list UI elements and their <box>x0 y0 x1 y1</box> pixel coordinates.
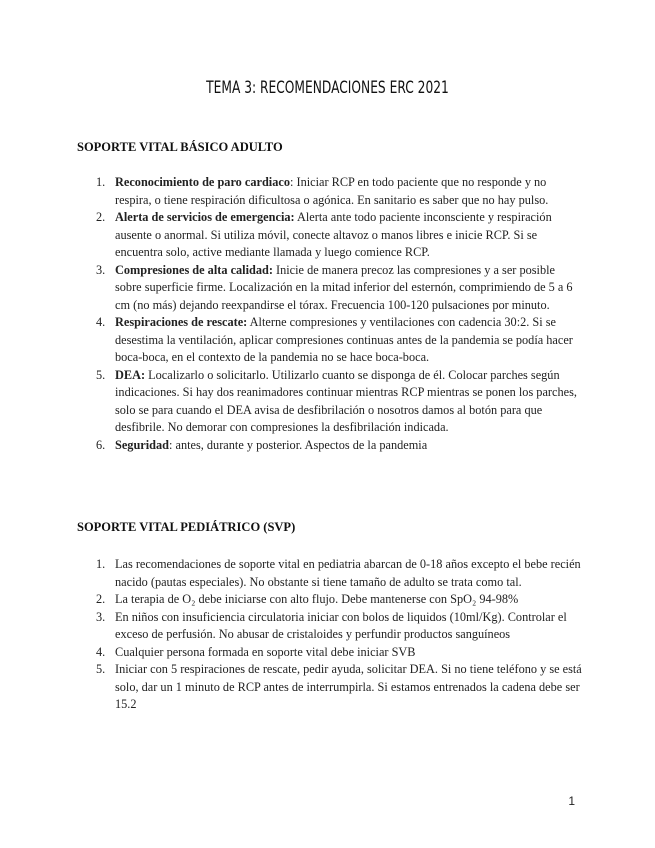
list-item-lead: Compresiones de alta calidad: <box>115 262 273 277</box>
list-item-text: Las recomendaciones de soporte vital en pediatria abarcan de 0-18 años excepto el bebe recién nacido (pautas especiales). No obstante si tiene tamaño de adulto se trata como tal. <box>115 557 581 589</box>
list-item <box>77 209 582 262</box>
list-item <box>77 591 582 609</box>
list-item <box>77 367 582 437</box>
list-item <box>77 661 582 714</box>
list-item-text: La terapia de O₂ debe iniciarse con alto flujo. Debe mantenerse con SpO₂ 94-98% <box>115 592 519 606</box>
list-item <box>77 556 582 591</box>
list-item-lead: Seguridad <box>115 437 169 452</box>
list-item <box>77 609 582 644</box>
list-item-number: 4. <box>96 315 106 329</box>
list-item-lead: Reconocimiento de paro cardiaco <box>115 175 290 189</box>
list-item <box>77 644 582 662</box>
list-item-number: 3. <box>96 262 106 277</box>
list-item-text: Cualquier persona formada en soporte vital debe iniciar SVB <box>115 644 416 659</box>
list-item-text: Alterne compresiones y ventilaciones con cadencia 30:2. Si se desestima la ventilación, aplicar compresiones continuas antes de la pandemia se podía hacer boca-boca, en el contexto de la pandemia no se hace boca-boca. <box>115 315 573 364</box>
list-item-number: 1. <box>96 557 106 571</box>
list-item-text: : Iniciar RCP en todo paciente que no responde y no respira, o tiene respiración dificultosa o agónica. En sanitario es saber que no hay pulso. <box>115 175 549 207</box>
list-item-number: 2. <box>96 210 106 224</box>
list-item-text: Localizarlo o solicitarlo. Utilizarlo cuanto se disponga de él. Colocar parches según indicaciones. Si hay dos reanimadores continuar mientras RCP mientras se ponen los parches, solo se para cuando el DEA avisa de desfibrilación o nosotros damos al botón para que desfibrile. No demorar con compresiones la desfibrilación indicada. <box>115 367 577 434</box>
list-item-text: En niños con insuficiencia circulatoria iniciar con bolos de liquidos (10ml/Kg). Controlar el exceso de perfusión. No abusar de cristaloides y perfundir productos sanguíneos <box>115 609 567 641</box>
list-item-number: 4. <box>96 644 106 659</box>
page-title: TEMA 3: RECOMENDACIONES ERC 2021 <box>206 78 449 98</box>
list-item-number: 5. <box>96 662 106 676</box>
page-number: 1 <box>568 794 575 808</box>
list-item-lead: Respiraciones de rescate: <box>115 315 248 329</box>
list-item-number: 2. <box>96 592 106 606</box>
svp-list <box>77 556 582 714</box>
list-item-text: Inicie de manera precoz las compresiones y a ser posible sobre superficie firme. Localización en la mitad inferior del esternón, comprimiendo de 5 a 6 cm (no más) dejando reexpandirse el tórax. Frecuencia 100-120 pulsaciones por minuto. <box>115 262 573 312</box>
list-item <box>77 262 582 315</box>
list-item-number: 1. <box>96 175 106 189</box>
list-item <box>77 314 582 367</box>
list-item-number: 3. <box>96 609 106 624</box>
list-item-number: 6. <box>96 437 106 452</box>
list-item-text: Alerta ante todo paciente inconsciente y respiración ausente o anormal. Si utiliza móvil, conecte altavoz o manos libres e inicie RCP. Si se encuentra solo, active mediante llamada y luego comience RCP. <box>115 210 552 259</box>
section-heading-svb-adulto: SOPORTE VITAL BÁSICO ADULTO <box>77 140 283 154</box>
list-item-lead: DEA: <box>115 367 146 382</box>
svb-adulto-list <box>77 174 582 454</box>
list-item <box>77 174 582 209</box>
list-item-text: Iniciar con 5 respiraciones de rescate, pedir ayuda, solicitar DEA. Si no tiene teléfono y se está solo, dar un 1 minuto de RCP antes de interrumpirla. Si estamos entrenados la cadena debe ser 15.2 <box>115 662 582 711</box>
list-item <box>77 437 582 455</box>
list-item-text: : antes, durante y posterior. Aspectos de la pandemia <box>169 437 428 452</box>
list-item-lead: Alerta de servicios de emergencia: <box>115 210 295 224</box>
list-item-number: 5. <box>96 367 106 382</box>
section-heading-svp: SOPORTE VITAL PEDIÁTRICO (SVP) <box>77 520 296 534</box>
